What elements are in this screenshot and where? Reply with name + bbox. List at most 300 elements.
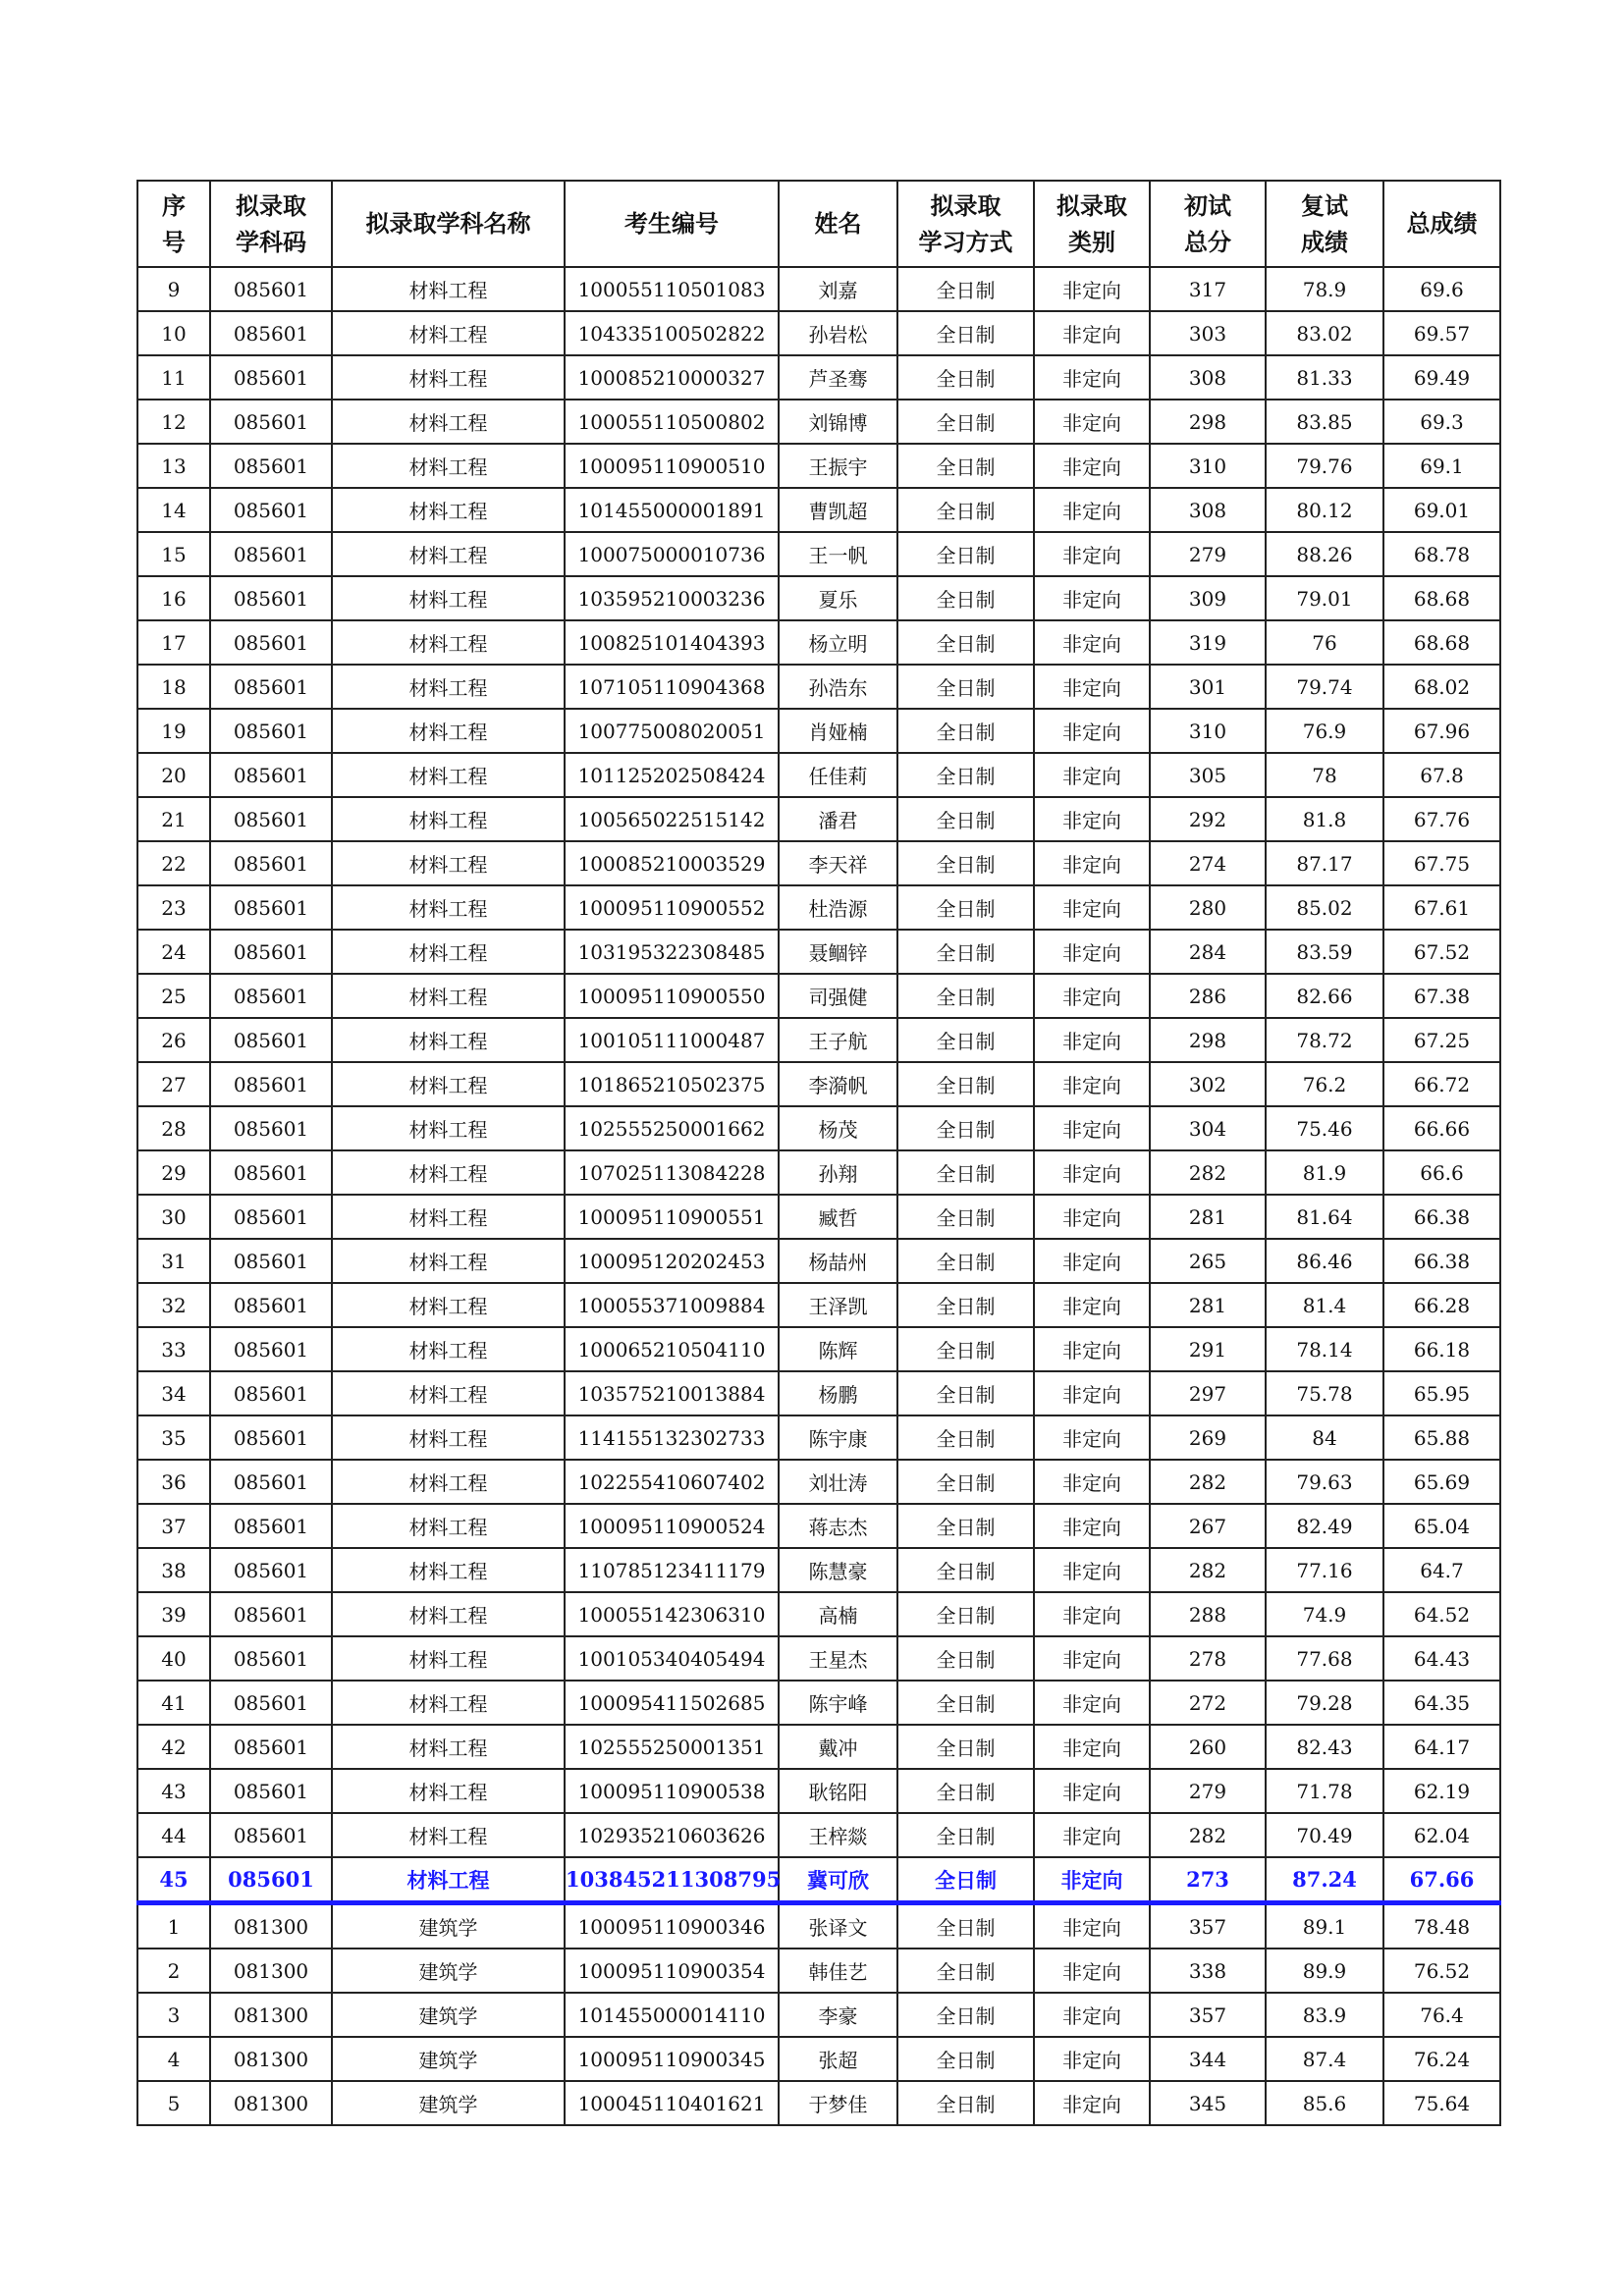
subject-code-cell: 081300 xyxy=(210,1993,332,2037)
table-row xyxy=(137,532,1500,576)
table-row xyxy=(137,665,1500,709)
study-mode-cell: 全日制 xyxy=(897,444,1034,488)
name-cell: 杨立明 xyxy=(779,620,897,665)
study-mode-cell: 全日制 xyxy=(897,355,1034,400)
table-row xyxy=(137,620,1500,665)
retest-score-cell: 88.26 xyxy=(1266,532,1383,576)
retest-score-cell: 79.01 xyxy=(1266,576,1383,620)
candidate-id-cell: 100055142306310 xyxy=(565,1592,779,1636)
initial-score-cell: 282 xyxy=(1150,1460,1266,1504)
name-cell: 杜浩源 xyxy=(779,885,897,930)
name-cell: 张超 xyxy=(779,2037,897,2081)
initial-score-cell: 280 xyxy=(1150,885,1266,930)
total-score-cell: 76.52 xyxy=(1383,1949,1500,1993)
category-cell: 非定向 xyxy=(1034,753,1150,797)
retest-score-cell: 76.2 xyxy=(1266,1062,1383,1106)
subject-code-cell: 085601 xyxy=(210,267,332,311)
total-score-cell: 66.28 xyxy=(1383,1283,1500,1327)
initial-score-cell: 298 xyxy=(1150,400,1266,444)
col-seq-header xyxy=(137,181,210,267)
subject-code-cell: 085601 xyxy=(210,1460,332,1504)
subject-name-cell: 材料工程 xyxy=(332,1592,565,1636)
name-cell: 冀可欣 xyxy=(779,1857,897,1903)
candidate-id-cell: 101455000001891 xyxy=(565,488,779,532)
subject-name-cell: 材料工程 xyxy=(332,1018,565,1062)
study-mode-cell: 全日制 xyxy=(897,267,1034,311)
study-mode-cell: 全日制 xyxy=(897,1371,1034,1415)
subject-code-cell: 085601 xyxy=(210,1857,332,1903)
subject-code-cell: 085601 xyxy=(210,1327,332,1371)
study-mode-cell: 全日制 xyxy=(897,1903,1034,1949)
category-cell: 非定向 xyxy=(1034,267,1150,311)
category-cell: 非定向 xyxy=(1034,797,1150,841)
candidate-id-cell: 100095110900346 xyxy=(565,1903,779,1949)
name-cell: 孙翔 xyxy=(779,1150,897,1195)
initial-score-cell: 281 xyxy=(1150,1283,1266,1327)
category-cell: 非定向 xyxy=(1034,620,1150,665)
total-score-cell: 64.52 xyxy=(1383,1592,1500,1636)
seq-cell: 24 xyxy=(137,930,210,974)
total-score-cell: 62.19 xyxy=(1383,1769,1500,1813)
name-cell: 蒋志杰 xyxy=(779,1504,897,1548)
retest-score-cell: 87.24 xyxy=(1266,1857,1383,1903)
total-score-cell: 67.38 xyxy=(1383,974,1500,1018)
subject-name-cell: 材料工程 xyxy=(332,1548,565,1592)
study-mode-cell: 全日制 xyxy=(897,1150,1034,1195)
col-initial-score-header-line: 初试 xyxy=(1184,190,1231,220)
candidate-id-cell: 100095110900550 xyxy=(565,974,779,1018)
candidate-id-cell: 107025113084228 xyxy=(565,1150,779,1195)
study-mode-cell: 全日制 xyxy=(897,488,1034,532)
subject-code-cell: 085601 xyxy=(210,1195,332,1239)
study-mode-cell: 全日制 xyxy=(897,841,1034,885)
category-cell: 非定向 xyxy=(1034,400,1150,444)
candidate-id-cell: 100105340405494 xyxy=(565,1636,779,1681)
subject-code-cell: 085601 xyxy=(210,930,332,974)
name-cell: 陈宇康 xyxy=(779,1415,897,1460)
table-row xyxy=(137,355,1500,400)
name-cell: 李天祥 xyxy=(779,841,897,885)
subject-name-cell: 材料工程 xyxy=(332,1460,565,1504)
name-cell: 肖娅楠 xyxy=(779,709,897,753)
subject-code-cell: 081300 xyxy=(210,2037,332,2081)
total-score-cell: 69.57 xyxy=(1383,311,1500,355)
seq-cell: 14 xyxy=(137,488,210,532)
subject-name-cell: 建筑学 xyxy=(332,1903,565,1949)
total-score-cell: 69.49 xyxy=(1383,355,1500,400)
candidate-id-cell: 100075000010736 xyxy=(565,532,779,576)
candidate-id-cell: 102555250001662 xyxy=(565,1106,779,1150)
retest-score-cell: 81.9 xyxy=(1266,1150,1383,1195)
candidate-id-cell: 103575210013884 xyxy=(565,1371,779,1415)
total-score-cell: 64.43 xyxy=(1383,1636,1500,1681)
candidate-id-cell: 100085210003529 xyxy=(565,841,779,885)
subject-name-cell: 材料工程 xyxy=(332,665,565,709)
name-cell: 王子航 xyxy=(779,1018,897,1062)
retest-score-cell: 82.43 xyxy=(1266,1725,1383,1769)
retest-score-cell: 83.9 xyxy=(1266,1993,1383,2037)
seq-cell: 32 xyxy=(137,1283,210,1327)
subject-code-cell: 085601 xyxy=(210,1018,332,1062)
study-mode-cell: 全日制 xyxy=(897,1504,1034,1548)
total-score-cell: 75.64 xyxy=(1383,2081,1500,2125)
category-cell: 非定向 xyxy=(1034,576,1150,620)
subject-name-cell: 材料工程 xyxy=(332,930,565,974)
name-cell: 耿铭阳 xyxy=(779,1769,897,1813)
seq-cell: 13 xyxy=(137,444,210,488)
seq-cell: 29 xyxy=(137,1150,210,1195)
subject-code-cell: 085601 xyxy=(210,1769,332,1813)
study-mode-cell: 全日制 xyxy=(897,1725,1034,1769)
subject-code-cell: 085601 xyxy=(210,576,332,620)
category-cell: 非定向 xyxy=(1034,1813,1150,1857)
subject-name-cell: 材料工程 xyxy=(332,355,565,400)
seq-cell: 19 xyxy=(137,709,210,753)
subject-name-cell: 材料工程 xyxy=(332,974,565,1018)
candidate-id-cell: 103595210003236 xyxy=(565,576,779,620)
total-score-cell: 67.61 xyxy=(1383,885,1500,930)
subject-code-cell: 085601 xyxy=(210,1681,332,1725)
total-score-cell: 69.6 xyxy=(1383,267,1500,311)
subject-code-cell: 085601 xyxy=(210,841,332,885)
study-mode-cell: 全日制 xyxy=(897,1460,1034,1504)
name-cell: 陈宇峰 xyxy=(779,1681,897,1725)
table-row xyxy=(137,1504,1500,1548)
table-row xyxy=(137,1903,1500,1949)
study-mode-cell: 全日制 xyxy=(897,1415,1034,1460)
total-score-cell: 64.17 xyxy=(1383,1725,1500,1769)
study-mode-cell: 全日制 xyxy=(897,400,1034,444)
table-row xyxy=(137,1062,1500,1106)
total-score-cell: 66.72 xyxy=(1383,1062,1500,1106)
subject-name-cell: 材料工程 xyxy=(332,1239,565,1283)
seq-cell: 30 xyxy=(137,1195,210,1239)
subject-code-cell: 085601 xyxy=(210,1504,332,1548)
study-mode-cell: 全日制 xyxy=(897,1239,1034,1283)
seq-cell: 45 xyxy=(137,1857,210,1903)
category-cell: 非定向 xyxy=(1034,1327,1150,1371)
category-cell: 非定向 xyxy=(1034,1460,1150,1504)
subject-name-cell: 材料工程 xyxy=(332,311,565,355)
subject-name-cell: 建筑学 xyxy=(332,2081,565,2125)
retest-score-cell: 89.9 xyxy=(1266,1949,1383,1993)
retest-score-cell: 78.72 xyxy=(1266,1018,1383,1062)
subject-name-cell: 材料工程 xyxy=(332,1725,565,1769)
subject-code-cell: 085601 xyxy=(210,400,332,444)
col-candidate-id-header xyxy=(565,181,779,267)
category-cell: 非定向 xyxy=(1034,488,1150,532)
name-cell: 臧哲 xyxy=(779,1195,897,1239)
initial-score-cell: 357 xyxy=(1150,1903,1266,1949)
candidate-id-cell: 101455000014110 xyxy=(565,1993,779,2037)
name-cell: 高楠 xyxy=(779,1592,897,1636)
category-cell: 非定向 xyxy=(1034,355,1150,400)
table-row xyxy=(137,1150,1500,1195)
initial-score-cell: 282 xyxy=(1150,1548,1266,1592)
subject-name-cell: 材料工程 xyxy=(332,1769,565,1813)
col-category-header xyxy=(1034,181,1150,267)
initial-score-cell: 282 xyxy=(1150,1813,1266,1857)
category-cell: 非定向 xyxy=(1034,665,1150,709)
candidate-id-cell: 107105110904368 xyxy=(565,665,779,709)
category-cell: 非定向 xyxy=(1034,311,1150,355)
candidate-id-cell: 100085210000327 xyxy=(565,355,779,400)
total-score-cell: 65.95 xyxy=(1383,1371,1500,1415)
initial-score-cell: 279 xyxy=(1150,532,1266,576)
col-category-header-line: 类别 xyxy=(1068,228,1115,256)
candidate-id-cell: 100095110900524 xyxy=(565,1504,779,1548)
table-row xyxy=(137,1548,1500,1592)
subject-code-cell: 085601 xyxy=(210,885,332,930)
subject-code-cell: 085601 xyxy=(210,355,332,400)
total-score-cell: 67.25 xyxy=(1383,1018,1500,1062)
table-row xyxy=(137,1681,1500,1725)
name-cell: 聂鲴锌 xyxy=(779,930,897,974)
seq-cell: 4 xyxy=(137,2037,210,2081)
subject-name-cell: 材料工程 xyxy=(332,753,565,797)
initial-score-cell: 267 xyxy=(1150,1504,1266,1548)
col-initial-score-header xyxy=(1150,181,1266,267)
retest-score-cell: 84 xyxy=(1266,1415,1383,1460)
name-cell: 潘君 xyxy=(779,797,897,841)
study-mode-cell: 全日制 xyxy=(897,1636,1034,1681)
initial-score-cell: 274 xyxy=(1150,841,1266,885)
candidate-id-cell: 100045110401621 xyxy=(565,2081,779,2125)
category-cell: 非定向 xyxy=(1034,1239,1150,1283)
table-row xyxy=(137,444,1500,488)
seq-cell: 10 xyxy=(137,311,210,355)
col-subject-code-header-line: 学科码 xyxy=(236,228,306,256)
category-cell: 非定向 xyxy=(1034,974,1150,1018)
total-score-cell: 68.78 xyxy=(1383,532,1500,576)
candidate-id-cell: 100775008020051 xyxy=(565,709,779,753)
subject-name-cell: 材料工程 xyxy=(332,488,565,532)
col-study-mode-header-line: 拟录取 xyxy=(930,190,1001,220)
candidate-id-cell: 100095110900354 xyxy=(565,1949,779,1993)
category-cell: 非定向 xyxy=(1034,1949,1150,1993)
table-row xyxy=(137,1813,1500,1857)
category-cell: 非定向 xyxy=(1034,1769,1150,1813)
category-cell: 非定向 xyxy=(1034,1195,1150,1239)
initial-score-cell: 273 xyxy=(1150,1857,1266,1903)
table-row-highlighted xyxy=(137,1857,1500,1903)
table-row xyxy=(137,974,1500,1018)
initial-score-cell: 302 xyxy=(1150,1062,1266,1106)
col-subject-code-header-line: 拟录取 xyxy=(236,190,306,220)
subject-name-cell: 材料工程 xyxy=(332,797,565,841)
seq-cell: 41 xyxy=(137,1681,210,1725)
category-cell: 非定向 xyxy=(1034,709,1150,753)
retest-score-cell: 81.33 xyxy=(1266,355,1383,400)
retest-score-cell: 83.85 xyxy=(1266,400,1383,444)
initial-score-cell: 344 xyxy=(1150,2037,1266,2081)
subject-code-cell: 085601 xyxy=(210,797,332,841)
seq-cell: 38 xyxy=(137,1548,210,1592)
seq-cell: 39 xyxy=(137,1592,210,1636)
table-row xyxy=(137,1371,1500,1415)
seq-cell: 23 xyxy=(137,885,210,930)
name-cell: 韩佳艺 xyxy=(779,1949,897,1993)
seq-cell: 11 xyxy=(137,355,210,400)
table-row xyxy=(137,1769,1500,1813)
study-mode-cell: 全日制 xyxy=(897,1327,1034,1371)
subject-name-cell: 材料工程 xyxy=(332,400,565,444)
study-mode-cell: 全日制 xyxy=(897,532,1034,576)
total-score-cell: 69.01 xyxy=(1383,488,1500,532)
name-cell: 刘壮涛 xyxy=(779,1460,897,1504)
total-score-cell: 69.1 xyxy=(1383,444,1500,488)
retest-score-cell: 79.76 xyxy=(1266,444,1383,488)
category-cell: 非定向 xyxy=(1034,444,1150,488)
subject-code-cell: 085601 xyxy=(210,1150,332,1195)
subject-name-cell: 材料工程 xyxy=(332,1150,565,1195)
candidate-id-cell: 102255410607402 xyxy=(565,1460,779,1504)
initial-score-cell: 308 xyxy=(1150,488,1266,532)
col-seq-header-line: 序 xyxy=(162,190,186,220)
col-subject-name-header xyxy=(332,181,565,267)
subject-code-cell: 085601 xyxy=(210,1106,332,1150)
subject-code-cell: 085601 xyxy=(210,1415,332,1460)
initial-score-cell: 310 xyxy=(1150,444,1266,488)
total-score-cell: 69.3 xyxy=(1383,400,1500,444)
name-cell: 王振宇 xyxy=(779,444,897,488)
initial-score-cell: 303 xyxy=(1150,311,1266,355)
table-row xyxy=(137,1239,1500,1283)
name-cell: 李豪 xyxy=(779,1993,897,2037)
seq-cell: 36 xyxy=(137,1460,210,1504)
table-row xyxy=(137,1725,1500,1769)
subject-code-cell: 085601 xyxy=(210,488,332,532)
retest-score-cell: 83.59 xyxy=(1266,930,1383,974)
subject-name-cell: 材料工程 xyxy=(332,1106,565,1150)
subject-name-cell: 建筑学 xyxy=(332,1949,565,1993)
seq-cell: 3 xyxy=(137,1993,210,2037)
table-row xyxy=(137,1018,1500,1062)
subject-name-cell: 材料工程 xyxy=(332,1504,565,1548)
study-mode-cell: 全日制 xyxy=(897,311,1034,355)
category-cell: 非定向 xyxy=(1034,1018,1150,1062)
category-cell: 非定向 xyxy=(1034,930,1150,974)
category-cell: 非定向 xyxy=(1034,1592,1150,1636)
category-cell: 非定向 xyxy=(1034,1681,1150,1725)
name-cell: 王星杰 xyxy=(779,1636,897,1681)
table-row xyxy=(137,311,1500,355)
category-cell: 非定向 xyxy=(1034,1903,1150,1949)
seq-cell: 18 xyxy=(137,665,210,709)
seq-cell: 35 xyxy=(137,1415,210,1460)
study-mode-cell: 全日制 xyxy=(897,1592,1034,1636)
table-row xyxy=(137,1195,1500,1239)
initial-score-cell: 304 xyxy=(1150,1106,1266,1150)
table-row xyxy=(137,1415,1500,1460)
initial-score-cell: 309 xyxy=(1150,576,1266,620)
candidate-id-cell: 100095110900345 xyxy=(565,2037,779,2081)
category-cell: 非定向 xyxy=(1034,1725,1150,1769)
seq-cell: 37 xyxy=(137,1504,210,1548)
candidate-id-cell: 100095110900538 xyxy=(565,1769,779,1813)
subject-name-cell: 材料工程 xyxy=(332,885,565,930)
initial-score-cell: 319 xyxy=(1150,620,1266,665)
study-mode-cell: 全日制 xyxy=(897,1106,1034,1150)
retest-score-cell: 77.16 xyxy=(1266,1548,1383,1592)
col-study-mode-header-line: 学习方式 xyxy=(918,228,1013,256)
initial-score-cell: 279 xyxy=(1150,1769,1266,1813)
study-mode-cell: 全日制 xyxy=(897,2037,1034,2081)
subject-code-cell: 081300 xyxy=(210,1903,332,1949)
initial-score-cell: 357 xyxy=(1150,1993,1266,2037)
table-row xyxy=(137,1283,1500,1327)
candidate-id-cell: 100095110900510 xyxy=(565,444,779,488)
table-row xyxy=(137,709,1500,753)
study-mode-cell: 全日制 xyxy=(897,2081,1034,2125)
subject-code-cell: 085601 xyxy=(210,1592,332,1636)
subject-name-cell: 材料工程 xyxy=(332,1636,565,1681)
candidate-id-cell: 102555250001351 xyxy=(565,1725,779,1769)
name-cell: 刘锦博 xyxy=(779,400,897,444)
retest-score-cell: 78 xyxy=(1266,753,1383,797)
seq-cell: 40 xyxy=(137,1636,210,1681)
subject-code-cell: 085601 xyxy=(210,753,332,797)
subject-name-cell: 材料工程 xyxy=(332,841,565,885)
category-cell: 非定向 xyxy=(1034,1150,1150,1195)
category-cell: 非定向 xyxy=(1034,1636,1150,1681)
table-row xyxy=(137,267,1500,311)
table-row xyxy=(137,1993,1500,2037)
candidate-id-cell: 100055110501083 xyxy=(565,267,779,311)
retest-score-cell: 85.6 xyxy=(1266,2081,1383,2125)
study-mode-cell: 全日制 xyxy=(897,1018,1034,1062)
table-body xyxy=(137,267,1500,2125)
name-cell: 于梦佳 xyxy=(779,2081,897,2125)
name-cell: 陈辉 xyxy=(779,1327,897,1371)
subject-code-cell: 085601 xyxy=(210,1813,332,1857)
name-cell: 司强健 xyxy=(779,974,897,1018)
retest-score-cell: 81.8 xyxy=(1266,797,1383,841)
total-score-cell: 66.38 xyxy=(1383,1195,1500,1239)
name-cell: 孙岩松 xyxy=(779,311,897,355)
study-mode-cell: 全日制 xyxy=(897,1813,1034,1857)
total-score-cell: 76.24 xyxy=(1383,2037,1500,2081)
study-mode-cell: 全日制 xyxy=(897,797,1034,841)
subject-code-cell: 085601 xyxy=(210,444,332,488)
admission-table xyxy=(136,180,1501,2126)
table-row xyxy=(137,930,1500,974)
col-subject-name-header-line: 拟录取学科名称 xyxy=(365,209,531,239)
category-cell: 非定向 xyxy=(1034,1548,1150,1592)
table-row xyxy=(137,841,1500,885)
seq-cell: 31 xyxy=(137,1239,210,1283)
subject-code-cell: 085601 xyxy=(210,620,332,665)
initial-score-cell: 338 xyxy=(1150,1949,1266,1993)
table-row xyxy=(137,797,1500,841)
category-cell: 非定向 xyxy=(1034,1993,1150,2037)
retest-score-cell: 75.46 xyxy=(1266,1106,1383,1150)
initial-score-cell: 272 xyxy=(1150,1681,1266,1725)
total-score-cell: 67.8 xyxy=(1383,753,1500,797)
table-row xyxy=(137,1327,1500,1371)
initial-score-cell: 345 xyxy=(1150,2081,1266,2125)
subject-name-cell: 材料工程 xyxy=(332,1813,565,1857)
subject-code-cell: 085601 xyxy=(210,1636,332,1681)
subject-name-cell: 材料工程 xyxy=(332,1195,565,1239)
name-cell: 杨喆州 xyxy=(779,1239,897,1283)
retest-score-cell: 80.12 xyxy=(1266,488,1383,532)
category-cell: 非定向 xyxy=(1034,1106,1150,1150)
retest-score-cell: 82.49 xyxy=(1266,1504,1383,1548)
study-mode-cell: 全日制 xyxy=(897,753,1034,797)
total-score-cell: 64.7 xyxy=(1383,1548,1500,1592)
col-candidate-id-header-line: 考生编号 xyxy=(624,209,719,239)
